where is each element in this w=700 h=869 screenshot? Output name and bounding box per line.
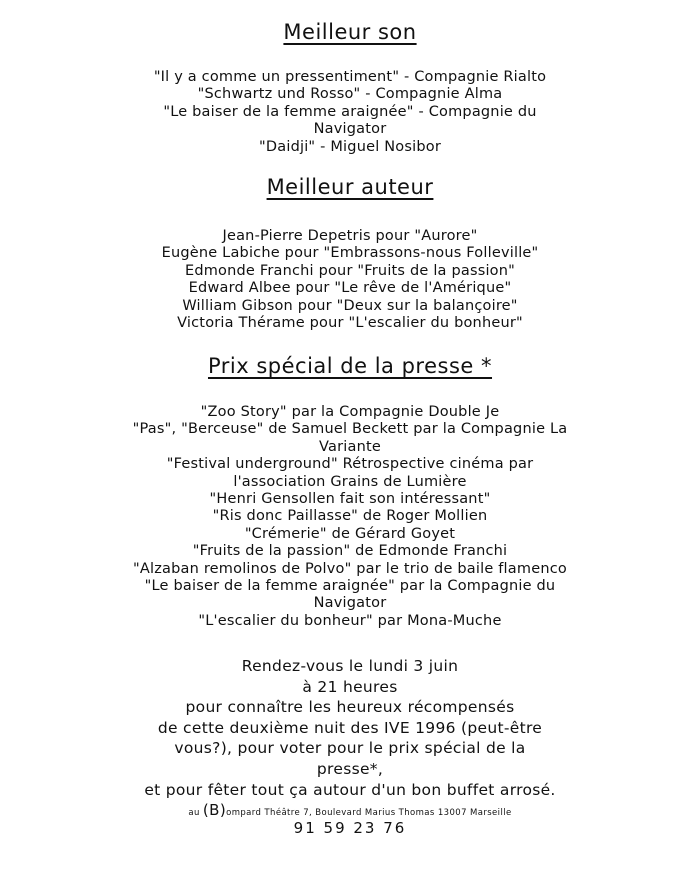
section-title-prix-special-presse: Prix spécial de la presse *	[207, 354, 493, 378]
list-item: "Crémerie" de Gérard Goyet	[244, 525, 456, 542]
list-item: Edmonde Franchi pour "Fruits de la passion"	[184, 262, 516, 279]
list-item: l'association Grains de Lumière	[233, 473, 467, 490]
list-item: "Pas", "Berceuse" de Samuel Beckett par la Compagnie La	[132, 421, 568, 438]
list-item: William Gibson pour "Deux sur la balançoire"	[182, 297, 518, 314]
list-item: "Zoo Story" par la Compagnie Double Je	[200, 404, 500, 420]
invitation-line: Rendez-vous le lundi 3 juin	[241, 657, 459, 675]
list-item: Eugène Labiche pour "Embrassons-nous Folleville"	[161, 245, 539, 262]
list-item: "L'escalier du bonheur" par Mona-Muche	[198, 612, 502, 629]
address-rest: ompard Théâtre 7, Boulevard Marius Thomas 13007 Marseille	[226, 808, 512, 818]
phone-number: 91 59 23 76	[293, 819, 407, 837]
invitation-line: de cette deuxième nuit des IVE 1996 (peut-être	[157, 718, 543, 737]
section-title-meilleur-auteur: Meilleur auteur	[266, 175, 434, 199]
list-item: "Il y a comme un pressentiment" - Compagnie Rialto	[153, 69, 547, 85]
list-item: "Fruits de la passion" de Edmonde Franchi	[192, 543, 508, 560]
list-item: "Daidji" - Miguel Nosibor	[259, 138, 441, 155]
list-item: "Le baiser de la femme araignée" par la Compagnie du	[144, 578, 556, 595]
list-item: "Festival underground" Rétrospective cinéma par	[166, 456, 534, 473]
list-item: "Henri Gensollen fait son intéressant"	[209, 491, 491, 508]
meilleur-auteur-list	[0, 228, 700, 332]
list-item: Navigator	[313, 595, 387, 612]
invitation-line: vous?), pour voter pour le prix spécial de la	[174, 739, 526, 758]
invitation-line: presse*,	[316, 759, 384, 778]
list-item: "Alzaban remolinos de Polvo" par le trio de baile flamenco	[133, 560, 567, 577]
address-prefix: au	[188, 808, 200, 818]
invitation-line: à 21 heures	[302, 677, 398, 696]
list-item: "Schwartz und Rosso" - Compagnie Alma	[197, 86, 503, 103]
meilleur-son-list	[0, 69, 700, 156]
section-title-meilleur-son: Meilleur son	[283, 20, 417, 44]
list-item: Edward Albee pour "Le rêve de l'Amérique"	[188, 280, 512, 297]
list-item: "Ris donc Paillasse" de Roger Mollien	[212, 508, 488, 525]
prix-special-presse-list	[0, 404, 700, 630]
invitation-text	[0, 656, 700, 800]
address-initial: (B)	[202, 801, 227, 819]
invitation-line: pour connaître les heureux récompensés	[185, 698, 515, 717]
list-item: "Le baiser de la femme araignée" - Compagnie du	[163, 103, 537, 120]
list-item: Variante	[319, 438, 381, 455]
list-item: Navigator	[313, 121, 387, 138]
invitation-line: et pour fêter tout ça autour d'un bon buffet arrosé.	[144, 780, 556, 799]
venue-address	[0, 801, 700, 819]
list-item: Victoria Thérame pour "L'escalier du bonheur"	[177, 315, 523, 332]
list-item: Jean-Pierre Depetris pour "Aurore"	[222, 228, 478, 244]
